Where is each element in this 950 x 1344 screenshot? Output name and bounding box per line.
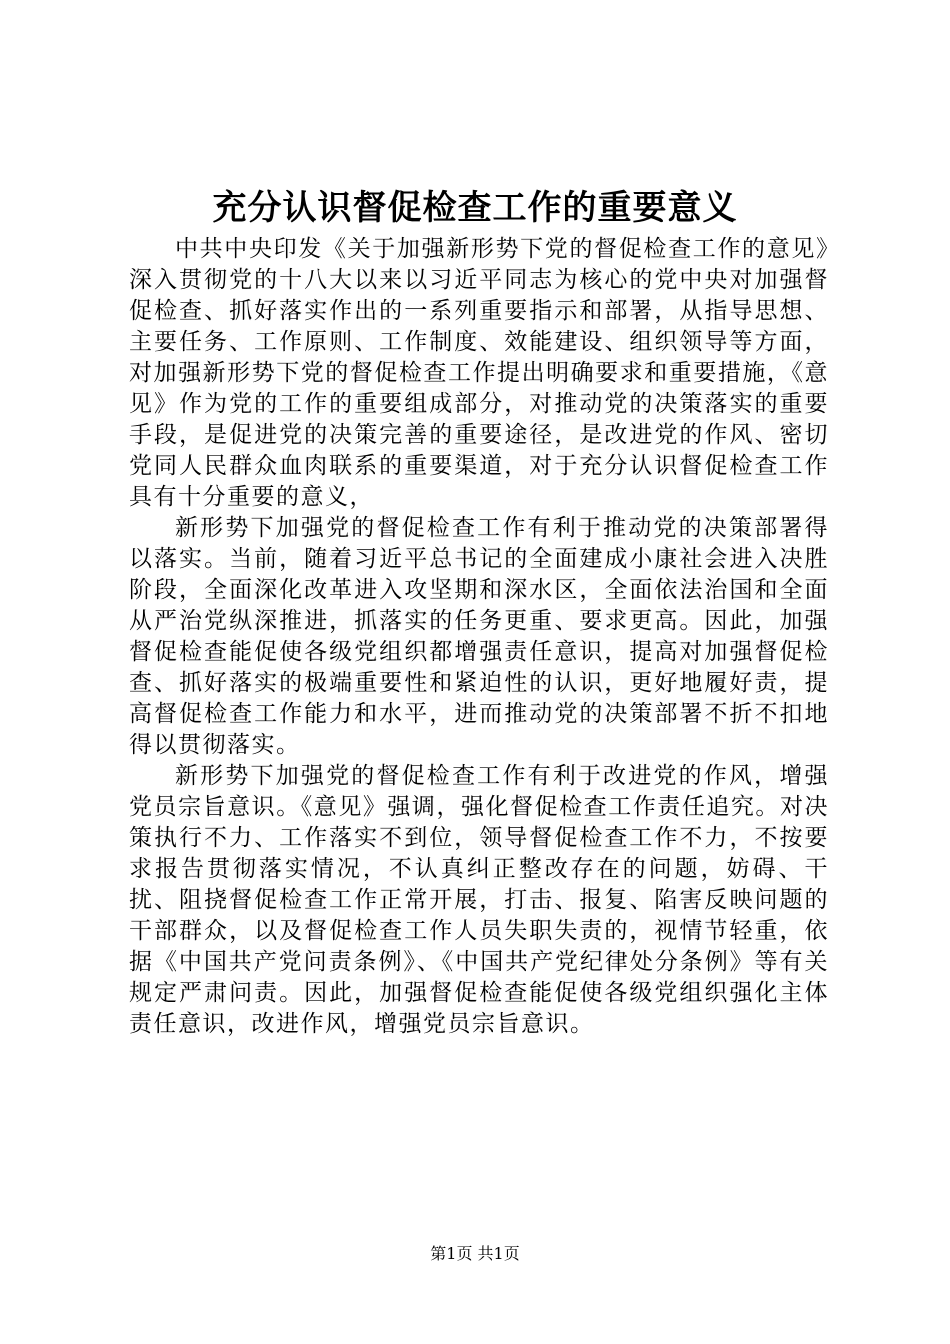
paragraph-2: 新形势下加强党的督促检查工作有利于推动党的决策部署得以落实。当前，随着习近平总书记的全面建成小康社会进入决胜阶段，全面深化改革进入攻坚期和深水区，全面依法治国和全面从严治党纵深推进，抓落实的任务更重、要求更高。因此，加强督促检查能促使各级党组织都增强责任意识，提高对加强督促检查、抓好落实的极端重要性和紧迫性的认识，更好地履好责，提高督促检查工作能力和水平，进而推动党的决策部署不折不扣地得以贯彻落实。 <box>129 515 829 758</box>
page-footer: 第1页 共1页 <box>430 1244 520 1263</box>
document-body <box>129 234 829 1040</box>
paragraph-3: 新形势下加强党的督促检查工作有利于改进党的作风，增强党员宗旨意识。《意见》强调，强化督促检查工作责任追究。对决策执行不力、工作落实不到位，领导督促检查工作不力，不按要求报告贯彻落实情况，不认真纠正整改存在的问题，妨碍、干扰、阻挠督促检查工作正常开展，打击、报复、陷害反映问题的干部群众，以及督促检查工作人员失职失责的，视情节轻重，依据《中国共产党问责条例》、《中国共产党纪律处分条例》等有关规定严肃问责。因此，加强督促检查能促使各级党组织强化主体责任意识，改进作风，增强党员宗旨意识。 <box>129 763 829 1037</box>
paragraph-1: 中共中央印发《关于加强新形势下党的督促检查工作的意见》深入贯彻党的十八大以来以习近平同志为核心的党中央对加强督促检查、抓好落实作出的一系列重要指示和部署，从指导思想、主要任务、工作原则、工作制度、效能建设、组织领导等方面，对加强新形势下党的督促检查工作提出明确要求和重要措施，《意见》作为党的工作的重要组成部分，对推动党的决策落实的重要手段，是促进党的决策完善的重要途径，是改进党的作风、密切党同人民群众血肉联系的重要渠道，对于充分认识督促检查工作具有十分重要的意义， <box>129 236 829 510</box>
document-title: 充分认识督促检查工作的重要意义 <box>212 188 738 228</box>
